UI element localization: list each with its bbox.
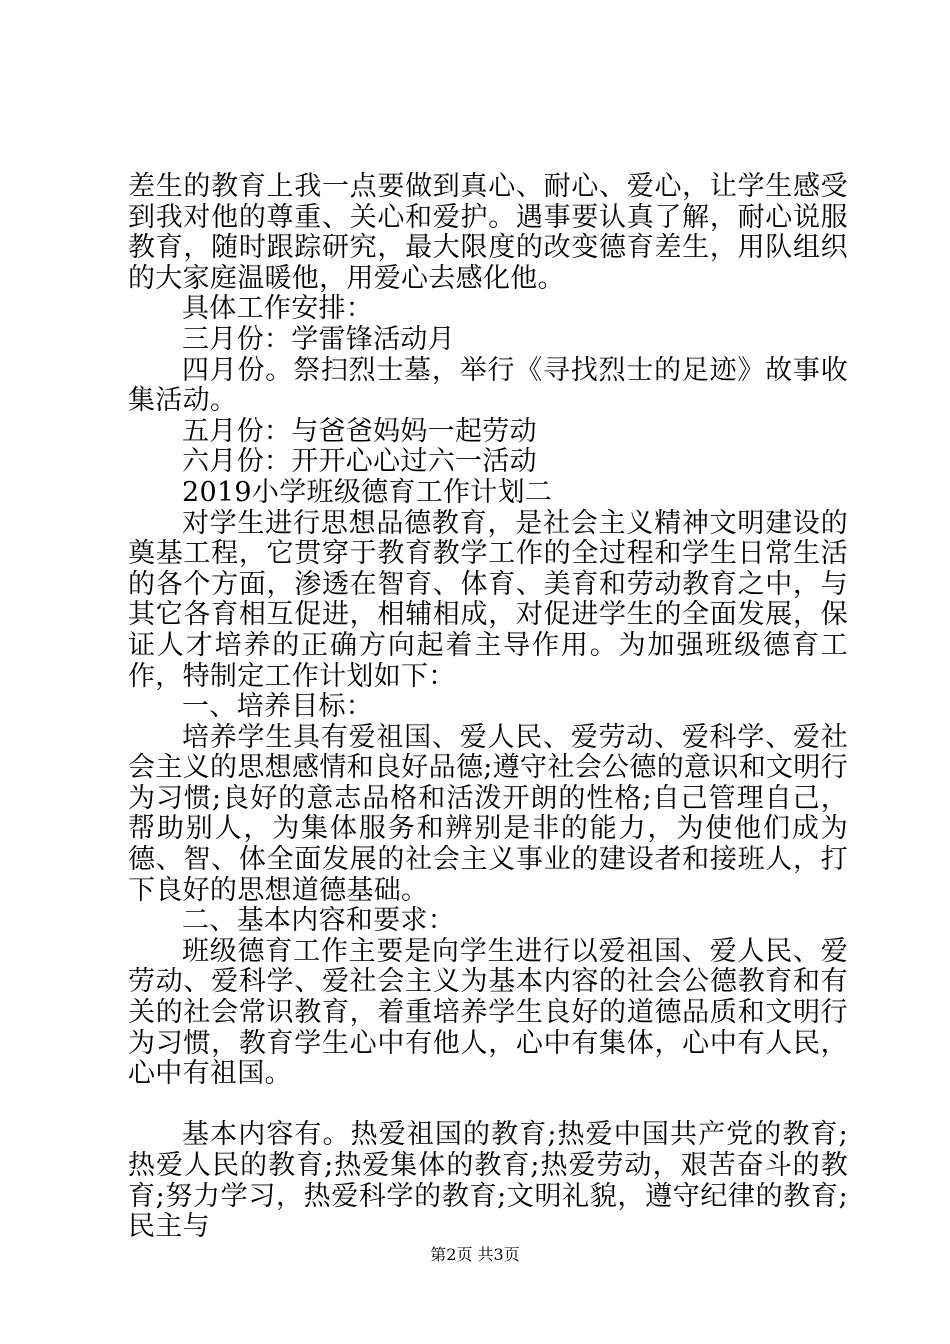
paragraph-intro: 对学生进行思想品德教育，是社会主义精神文明建设的奠基工程，它贯穿于教育教学工作的全过程和学生日常生活的各个方面，渗透在智育、体育、美育和劳动教育之中，与其它各育相互促进，相辅相成，对促进学生的全面发展，保证人才培养的正确方向起着主导作用。为加强班级德育工作，特制定工作计划如下：: [128, 507, 848, 692]
heading-content: 二、基本内容和要求：: [182, 905, 455, 937]
paragraph-content: 班级德育工作主要是向学生进行以爱祖国、爱人民、爱劳动、爱科学、爱社会主义为基本内容的社会公德教育和有关的社会常识教育，着重培养学生良好的道德品质和文明行为习惯，教育学生心中有他人，心中有集体，心中有人民，心中有祖国。: [128, 935, 848, 1090]
paragraph-april: 四月份。祭扫烈士墓，举行《寻找烈士的足迹》故事收集活动。: [128, 354, 848, 417]
page-number-footer: 第2页 共3页: [430, 1245, 520, 1264]
paragraph-march: 三月份：学雷锋活动月: [182, 323, 455, 355]
section-title: 2019小学班级德育工作计划二: [182, 476, 553, 508]
paragraph-schedule-heading: 具体工作安排：: [182, 293, 374, 325]
paragraph-goals: 培养学生具有爱祖国、爱人民、爱劳动、爱科学、爱社会主义的思想感情和良好品德;遵守社会公德的意识和文明行为习惯;良好的意志品格和活泼开朗的性格;自己管理自己，帮助别人，为集体服务和辨别是非的能力，为使他们成为德、智、体全面发展的社会主义事业的建设者和接班人，打下良好的思想道德基础。: [128, 721, 848, 906]
paragraph-basic-content: 基本内容有。热爱祖国的教育;热爱中国共产党的教育;热爱人民的教育;热爱集体的教育;热爱劳动，艰苦奋斗的教育;努力学习，热爱科学的教育;文明礼貌，遵守纪律的教育;民主与: [128, 1119, 848, 1243]
paragraph-may: 五月份：与爸爸妈妈一起劳动: [182, 415, 537, 447]
heading-goals: 一、培养目标：: [182, 691, 374, 723]
paragraph-continued: 差生的教育上我一点要做到真心、耐心、爱心，让学生感受到我对他的尊重、关心和爱护。遇事要认真了解，耐心说服教育，随时跟踪研究，最大限度的改变德育差生，用队组织的大家庭温暖他，用爱心去感化他。: [128, 171, 848, 294]
document-body: [128, 172, 848, 1243]
paragraph-june: 六月份：开开心心过六一活动: [182, 446, 537, 478]
